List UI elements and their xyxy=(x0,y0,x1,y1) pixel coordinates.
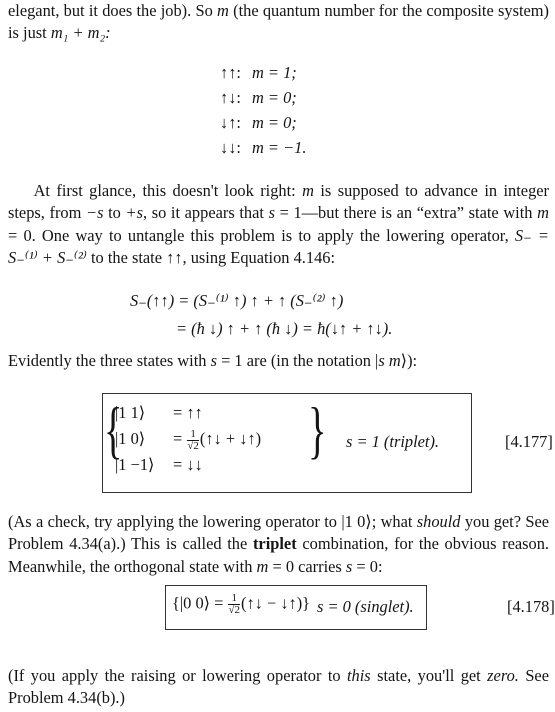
equation-number: [4.178] xyxy=(507,597,555,616)
left-brace: { xyxy=(104,394,123,465)
final-paragraph: (If you apply the raising or lowering operator to this state, you'll get zero. See Problem 4.34(b).) xyxy=(8,666,549,708)
first-glance-paragraph: At first glance, this doesn't look right: m is supposed to advance in integer steps, from −s to +s, so it appears that s = 1—but there is an “extra” state with m = 0. One way to untangle this problem is to apply the lowering operator, S₋ = S₋⁽¹⁾ + S₋⁽²⁾ to the state ↑↑, using Equation 4.146: xyxy=(8,181,549,267)
spin-state-list xyxy=(220,60,306,160)
intro-text: elegant, but it does the job). So xyxy=(8,1,213,20)
triplet-states xyxy=(115,400,261,478)
lowering-line-1: S₋(↑↑) = (S₋⁽¹⁾ ↑) ↑ + ↑ (S₋⁽²⁾ ↑) xyxy=(130,291,344,310)
lowering-line-2: = (ħ ↓) ↑ + ↑ (ħ ↓) = ħ(↓↑ + ↑↓). xyxy=(176,319,393,338)
spin-row: ↓↓: m = −1. xyxy=(220,138,307,157)
evidently-paragraph: Evidently the three states with s = 1 are (in the notation |s m⟩): xyxy=(8,351,418,370)
intro-text-2: (the quantum number for the composite system) xyxy=(233,1,549,20)
triplet-row: |1 0⟩ = $\frac{1}{√2}$ (↑↓ + ↓↑) xyxy=(115,427,262,452)
intro-expression: m₁ + m₂: xyxy=(50,23,111,43)
fraction: $\frac{1}{√2}$ xyxy=(228,592,241,616)
singlet-label: s = 0 (singlet). xyxy=(317,597,414,616)
intro-text-3: is just xyxy=(8,23,47,43)
equation-number: [4.177] xyxy=(505,432,553,451)
triplet-row: |1 −1⟩ = ↓↓ xyxy=(115,455,203,474)
check-paragraph: (As a check, try applying the lowering operator to |1 0⟩; what should you get? See Problem 4.34(a).) This is called the triplet combination, for the obvious reason. Meanwhile, the orthogonal state with m = 0 carries s = 0: xyxy=(8,512,550,576)
intro-m: m xyxy=(217,1,229,20)
spin-row: ↑↑: m = 1; xyxy=(220,63,297,82)
singlet-state: {|0 0⟩ = $\frac{1}{√2}$ (↑↓ − ↓↑)} xyxy=(172,592,311,616)
triplet-row: |1 1⟩ = ↑↑ xyxy=(115,403,203,422)
intro-paragraph xyxy=(8,0,549,45)
right-brace: } xyxy=(308,394,327,465)
spin-row: ↓↑: m = 0; xyxy=(220,113,297,132)
lowering-equation xyxy=(130,287,392,343)
spin-row: ↑↓: m = 0; xyxy=(220,88,297,107)
fraction: $\frac{1}{√2}$ xyxy=(187,427,199,452)
lowering-operator-def: S₋ = S₋⁽¹⁾ + S₋⁽²⁾ xyxy=(8,225,549,267)
triplet-label: s = 1 (triplet). xyxy=(346,432,440,451)
